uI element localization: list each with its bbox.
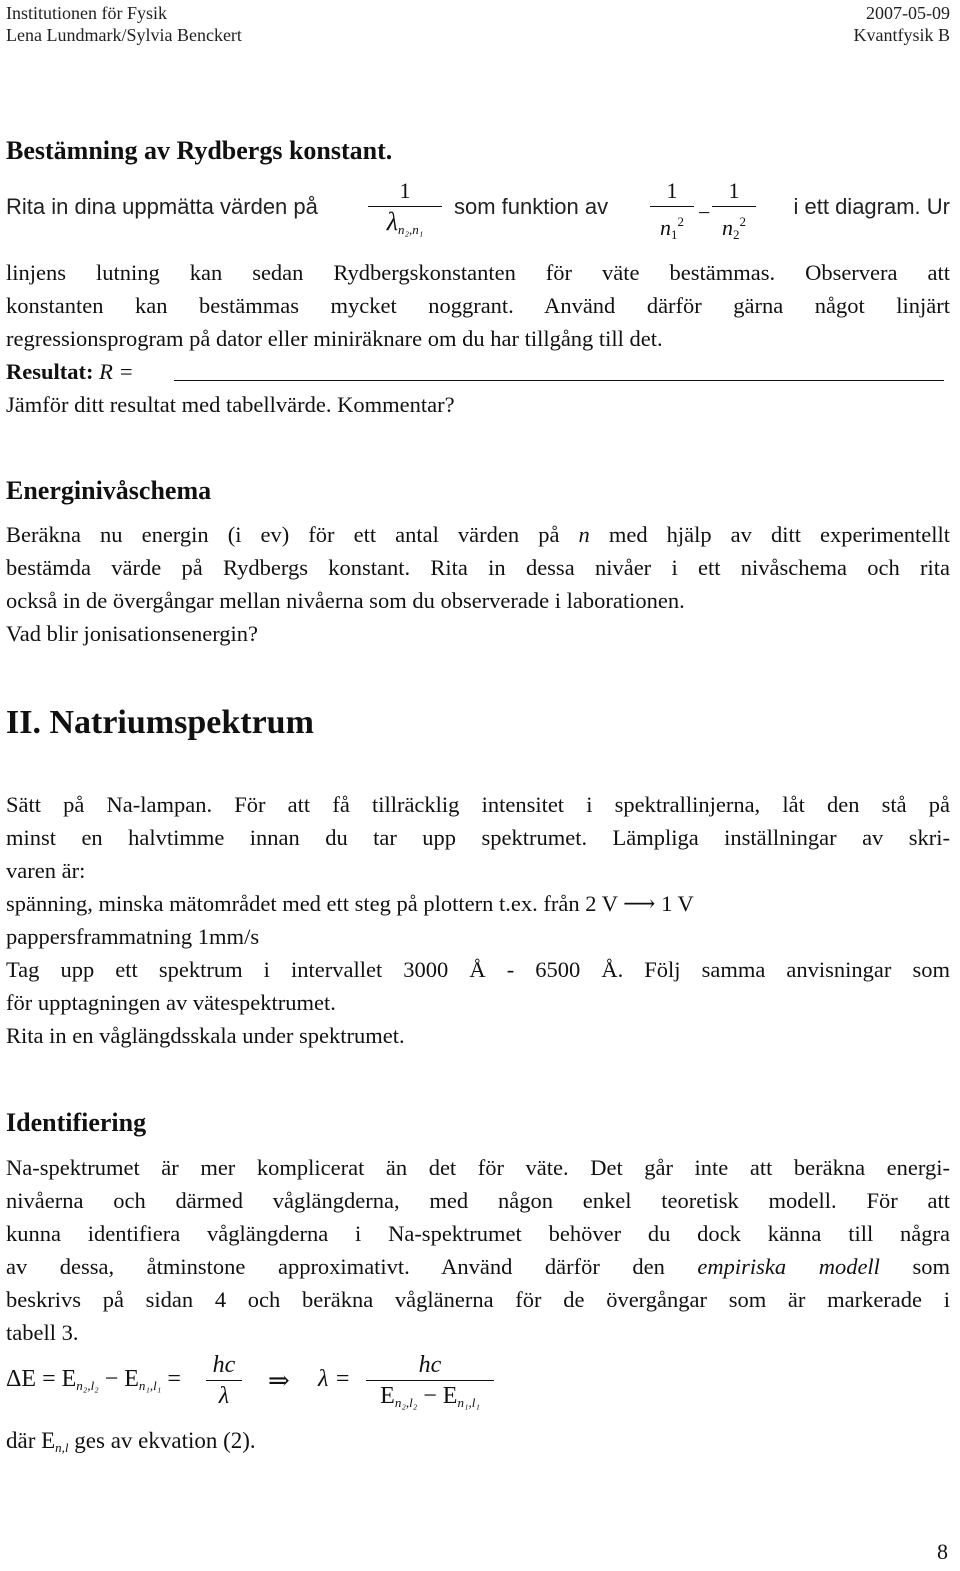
text-span: ges av ekvation (2). [74, 1428, 256, 1453]
lambda-symbol: λ [386, 207, 398, 236]
eq-part: − E [423, 1383, 458, 1409]
eq-subscript: n₂,l₂ [394, 1395, 418, 1410]
lambda-subscript: n₂,n₁ [397, 222, 424, 237]
ident-line1: Na-spektrumet är mer komplicerat än det för väte. Det går inte att beräkna energi- [6, 1155, 950, 1180]
implies-arrow-icon: ⇒ [268, 1366, 290, 1395]
fraction-bar [206, 1380, 242, 1381]
natrium-line1: Sätt på Na-lampan. För att få tillräcklig intensitet i spektrallinjerna, låt den stå på [6, 792, 950, 817]
energy-line1 [6, 518, 950, 551]
energy-line4: Vad blir jonisationsenergin? [6, 621, 259, 646]
page-number: 8 [937, 1539, 948, 1564]
eq-subscript: n₁,l₁ [457, 1395, 480, 1410]
rydberg-line6: Jämför ditt resultat med tabellvärde. Kommentar? [6, 392, 455, 417]
natrium-line8: Rita in en våglängdsskala under spektrumet. [6, 1023, 405, 1048]
natrium-line2: minst en halvtimme innan du tar upp spektrumet. Lämpliga inställningar av skri- [6, 825, 950, 850]
rydberg-line4: regressionsprogram på dator eller miniräknare om du har tillgång till det. [6, 326, 663, 351]
n-superscript: 2 [677, 214, 684, 229]
eq-lambda-equals: λ = [318, 1366, 351, 1392]
text-span: där E [6, 1428, 56, 1453]
fraction-numerator: 1 [728, 178, 740, 203]
emphasis-text: empiriska modell [697, 1254, 880, 1279]
text-span: Beräkna nu energin (i ev) för ett antal värden på [6, 522, 560, 547]
arrow-right-icon: ⟶ [623, 891, 656, 916]
rydberg-line1-mid: som funktion av [454, 194, 609, 219]
text-span: 1 V [661, 891, 694, 916]
text-span: av dessa, åtminstone approximativt. Använd därför den [6, 1254, 665, 1279]
rydberg-line3: konstanten kan bestämmas mycket noggrant. Använd därför gärna något linjärt [6, 293, 950, 318]
eq-part: = [167, 1366, 181, 1392]
ident-line6: tabell 3. [6, 1320, 79, 1345]
n-symbol: n [722, 215, 733, 240]
natrium-line7: för upptagningen av vätespektrumet. [6, 990, 336, 1015]
energy-heading: Energinivåschema [6, 476, 212, 505]
rydberg-line2: linjens lutning kan sedan Rydbergskonstanten för väte bestämmas. Observera att [6, 260, 950, 285]
natrium-line6: Tag upp ett spektrum i intervallet 3000 Å - 6500 Å. Följ samma anvisningar som [6, 957, 950, 982]
eq-part: E [380, 1383, 395, 1409]
fraction-bar [650, 206, 694, 207]
result-label: Resultat: [6, 359, 94, 384]
fraction-hc-over-lambda [206, 1352, 242, 1409]
fraction-one-over-n2-squared [712, 178, 756, 248]
rydberg-line1-post: i ett diagram. Ur [793, 194, 950, 219]
n-subscript: 2 [733, 227, 740, 242]
header-institution: Institutionen för Fysik [6, 3, 167, 23]
text-span: med hjälp av ditt experimentellt [608, 522, 950, 547]
result-blank-line [174, 380, 944, 381]
natrium-line5: pappersframmatning 1mm/s [6, 924, 260, 949]
fraction-hc-over-energy-difference [366, 1352, 494, 1416]
result-row [6, 355, 134, 388]
natrium-heading: II. Natriumspektrum [6, 704, 314, 741]
fraction-bar [366, 1380, 494, 1381]
ident-line4 [6, 1250, 950, 1283]
n-symbol: n [660, 215, 671, 240]
n-variable: n [578, 522, 590, 547]
fraction-bar [712, 206, 756, 207]
n-superscript: 2 [739, 214, 746, 229]
minus-sign: − [698, 200, 711, 225]
fraction-numerator: 1 [399, 178, 411, 203]
header-course: Kvantfysik B [853, 25, 950, 45]
fraction-denominator: λ [218, 1383, 230, 1409]
eq-subscript: n,l [55, 1440, 69, 1455]
text-span: som [912, 1254, 951, 1279]
header-authors: Lena Lundmark/Sylvia Benckert [6, 25, 242, 45]
ident-heading: Identifiering [6, 1108, 147, 1137]
energy-line2: bestämda värde på Rydbergs konstant. Rita in dessa nivåer i ett nivåschema och rita [6, 555, 950, 580]
equation-delta-e [6, 1366, 181, 1394]
fraction-numerator: hc [418, 1352, 442, 1378]
eq-part: − E [104, 1366, 139, 1392]
energy-line3: också in de övergångar mellan nivåerna som du observerade i laborationen. [6, 588, 685, 613]
fraction-numerator: hc [212, 1352, 236, 1378]
ident-line3: kunna identifiera våglängderna i Na-spektrumet behöver du dock känna till några [6, 1221, 950, 1246]
eq-part: ΔE = E [6, 1366, 77, 1392]
eq-subscript: n₁,l₁ [138, 1378, 162, 1393]
result-equation: R = [99, 359, 134, 384]
fraction-bar [368, 206, 442, 207]
n-subscript: 1 [671, 227, 678, 242]
header-date: 2007-05-09 [866, 3, 950, 23]
rydberg-heading: Bestämning av Rydbergs konstant. [6, 136, 393, 165]
fraction-numerator: 1 [666, 178, 678, 203]
ident-line5: beskrivs på sidan 4 och beräkna våglänerna för de övergångar som är markerade i [6, 1287, 950, 1312]
ident-line2: nivåerna och därmed våglängderna, med någon enkel teoretisk modell. För att [6, 1188, 950, 1213]
natrium-line4 [6, 887, 950, 920]
natrium-line3: varen är: [6, 858, 86, 883]
text-span: spänning, minska mätområdet med ett steg på plottern t.ex. från 2 V [6, 891, 618, 916]
eq-subscript: n₂,l₂ [76, 1378, 99, 1393]
where-line [6, 1428, 256, 1456]
fraction-one-over-n1-squared [650, 178, 694, 248]
fraction-one-over-lambda [368, 178, 442, 243]
rydberg-line1-pre: Rita in dina uppmätta värden på [6, 194, 318, 219]
